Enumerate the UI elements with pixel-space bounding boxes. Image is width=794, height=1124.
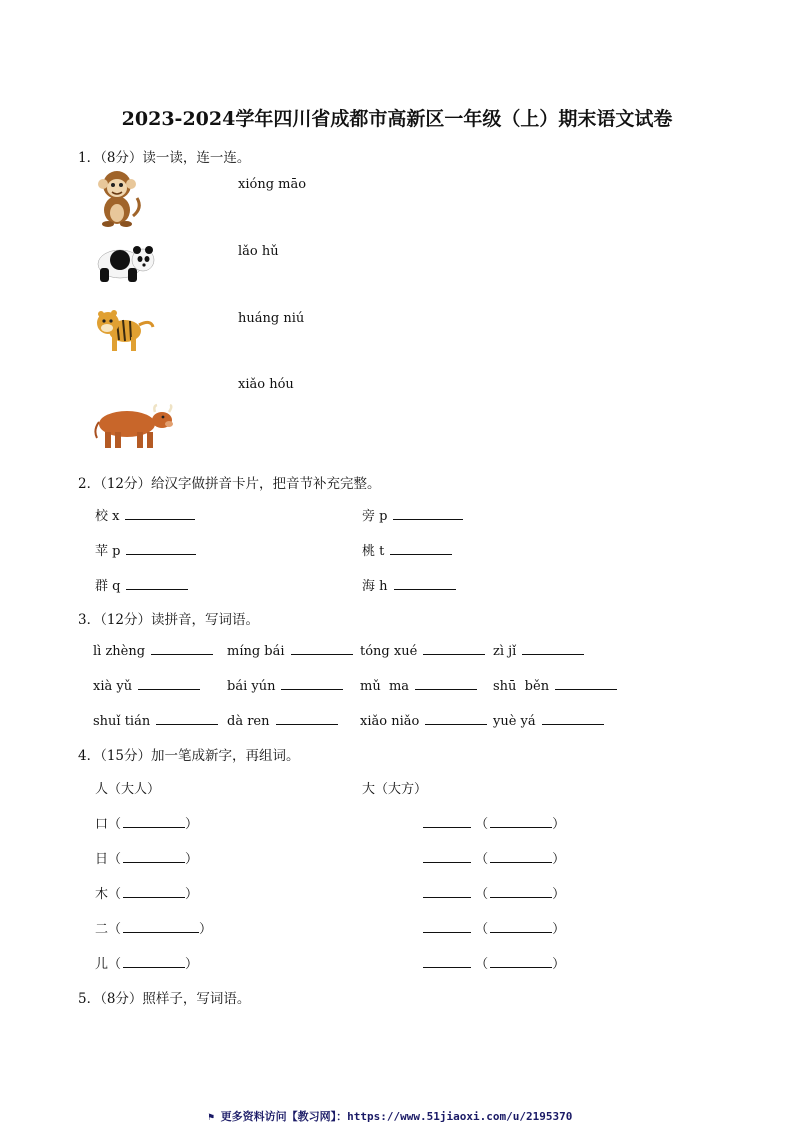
pinyin-option: huáng niú — [238, 311, 305, 326]
answer-blank[interactable] — [555, 677, 617, 690]
pinyin-option: xióng māo — [238, 177, 307, 192]
answer-blank[interactable] — [291, 642, 353, 655]
char-row: 木（ ） — [95, 887, 199, 902]
footer-link[interactable]: ⚑ 更多资料访问【教习网】：https://www.51jiaoxi.com/u/2195370 — [208, 1110, 573, 1123]
pinyin-card-item: 群 q — [95, 575, 188, 594]
answer-blank[interactable] — [394, 577, 456, 590]
pinyin-card-item: 旁 p — [362, 505, 463, 524]
flag-icon: ⚑ — [208, 1112, 215, 1123]
answer-blank[interactable] — [423, 815, 471, 828]
answer-blank[interactable] — [415, 677, 477, 690]
answer-blank[interactable] — [425, 712, 487, 725]
answer-blank[interactable] — [542, 712, 604, 725]
answer-blank[interactable] — [490, 955, 552, 968]
pinyin-card-item: 海 h — [362, 575, 456, 594]
pinyin-word-item: shuǐ tián — [93, 712, 218, 729]
tiger-image — [95, 305, 155, 355]
question-1-heading: 1．（8分）读一读，连一连。 — [78, 150, 251, 166]
answer-blank[interactable] — [423, 885, 471, 898]
question-4-heading: 4．（15分）加一笔成新字，再组词。 — [78, 748, 300, 764]
pinyin-option: lǎo hǔ — [238, 244, 279, 259]
pinyin-card-item: 苹 p — [95, 540, 196, 559]
pinyin-word-item: xià yǔ — [93, 677, 200, 694]
answer-blank[interactable] — [151, 642, 213, 655]
answer-blank[interactable] — [490, 850, 552, 863]
pinyin-word-item: míng bái — [227, 642, 353, 659]
question-5-heading: 5．（8分）照样子，写词语。 — [78, 991, 251, 1007]
ox-image — [93, 402, 177, 452]
answer-blank[interactable] — [423, 920, 471, 933]
pinyin-word-item: mǔ ma — [360, 677, 477, 694]
answer-blank[interactable] — [393, 507, 463, 520]
pinyin-card-item: 桃 t — [362, 540, 452, 559]
pinyin-word-item: yuè yá — [493, 712, 604, 729]
answer-blank[interactable] — [423, 955, 471, 968]
answer-blank[interactable] — [490, 815, 552, 828]
example-right: 大（大方） — [362, 782, 428, 797]
pinyin-word-item: zì jǐ — [493, 642, 584, 659]
pinyin-word-item: lì zhèng — [93, 642, 213, 659]
new-char-row: （ ） — [423, 883, 565, 902]
pinyin-word-item: dà ren — [227, 712, 338, 729]
question-3-heading: 3．（12分）读拼音，写词语。 — [78, 612, 260, 628]
pinyin-word-item: shū běn — [493, 677, 617, 694]
answer-blank[interactable] — [490, 920, 552, 933]
char-row: 日（ ） — [95, 852, 199, 867]
pinyin-word-item: xiǎo niǎo — [360, 712, 487, 729]
answer-blank[interactable] — [123, 815, 185, 828]
pinyin-word-item: bái yún — [227, 677, 343, 694]
new-char-row: （ ） — [423, 848, 565, 867]
answer-blank[interactable] — [123, 885, 185, 898]
answer-blank[interactable] — [423, 642, 485, 655]
new-char-row: （ ） — [423, 953, 565, 972]
answer-blank[interactable] — [138, 677, 200, 690]
monkey-image — [95, 168, 145, 228]
answer-blank[interactable] — [125, 507, 195, 520]
char-row: 儿（ ） — [95, 957, 199, 972]
question-2-heading: 2．（12分）给汉字做拼音卡片，把音节补充完整。 — [78, 476, 381, 492]
new-char-row: （ ） — [423, 918, 565, 937]
answer-blank[interactable] — [423, 850, 471, 863]
pinyin-word-item: tóng xué — [360, 642, 485, 659]
example-left: 人（大人） — [95, 782, 161, 797]
new-char-row: （ ） — [423, 813, 565, 832]
answer-blank[interactable] — [281, 677, 343, 690]
answer-blank[interactable] — [390, 542, 452, 555]
answer-blank[interactable] — [156, 712, 218, 725]
panda-image — [94, 240, 156, 286]
answer-blank[interactable] — [276, 712, 338, 725]
answer-blank[interactable] — [522, 642, 584, 655]
answer-blank[interactable] — [490, 885, 552, 898]
char-row: 二（ ） — [95, 922, 213, 937]
answer-blank[interactable] — [123, 850, 185, 863]
answer-blank[interactable] — [123, 955, 185, 968]
char-row: 口（ ） — [95, 817, 199, 832]
pinyin-option: xiǎo hóu — [238, 377, 294, 392]
page-title: 2023-2024学年四川省成都市高新区一年级（上）期末语文试卷 — [121, 108, 673, 130]
answer-blank[interactable] — [126, 542, 196, 555]
answer-blank[interactable] — [126, 577, 188, 590]
answer-blank[interactable] — [123, 920, 199, 933]
pinyin-card-item: 校 x — [95, 505, 195, 524]
